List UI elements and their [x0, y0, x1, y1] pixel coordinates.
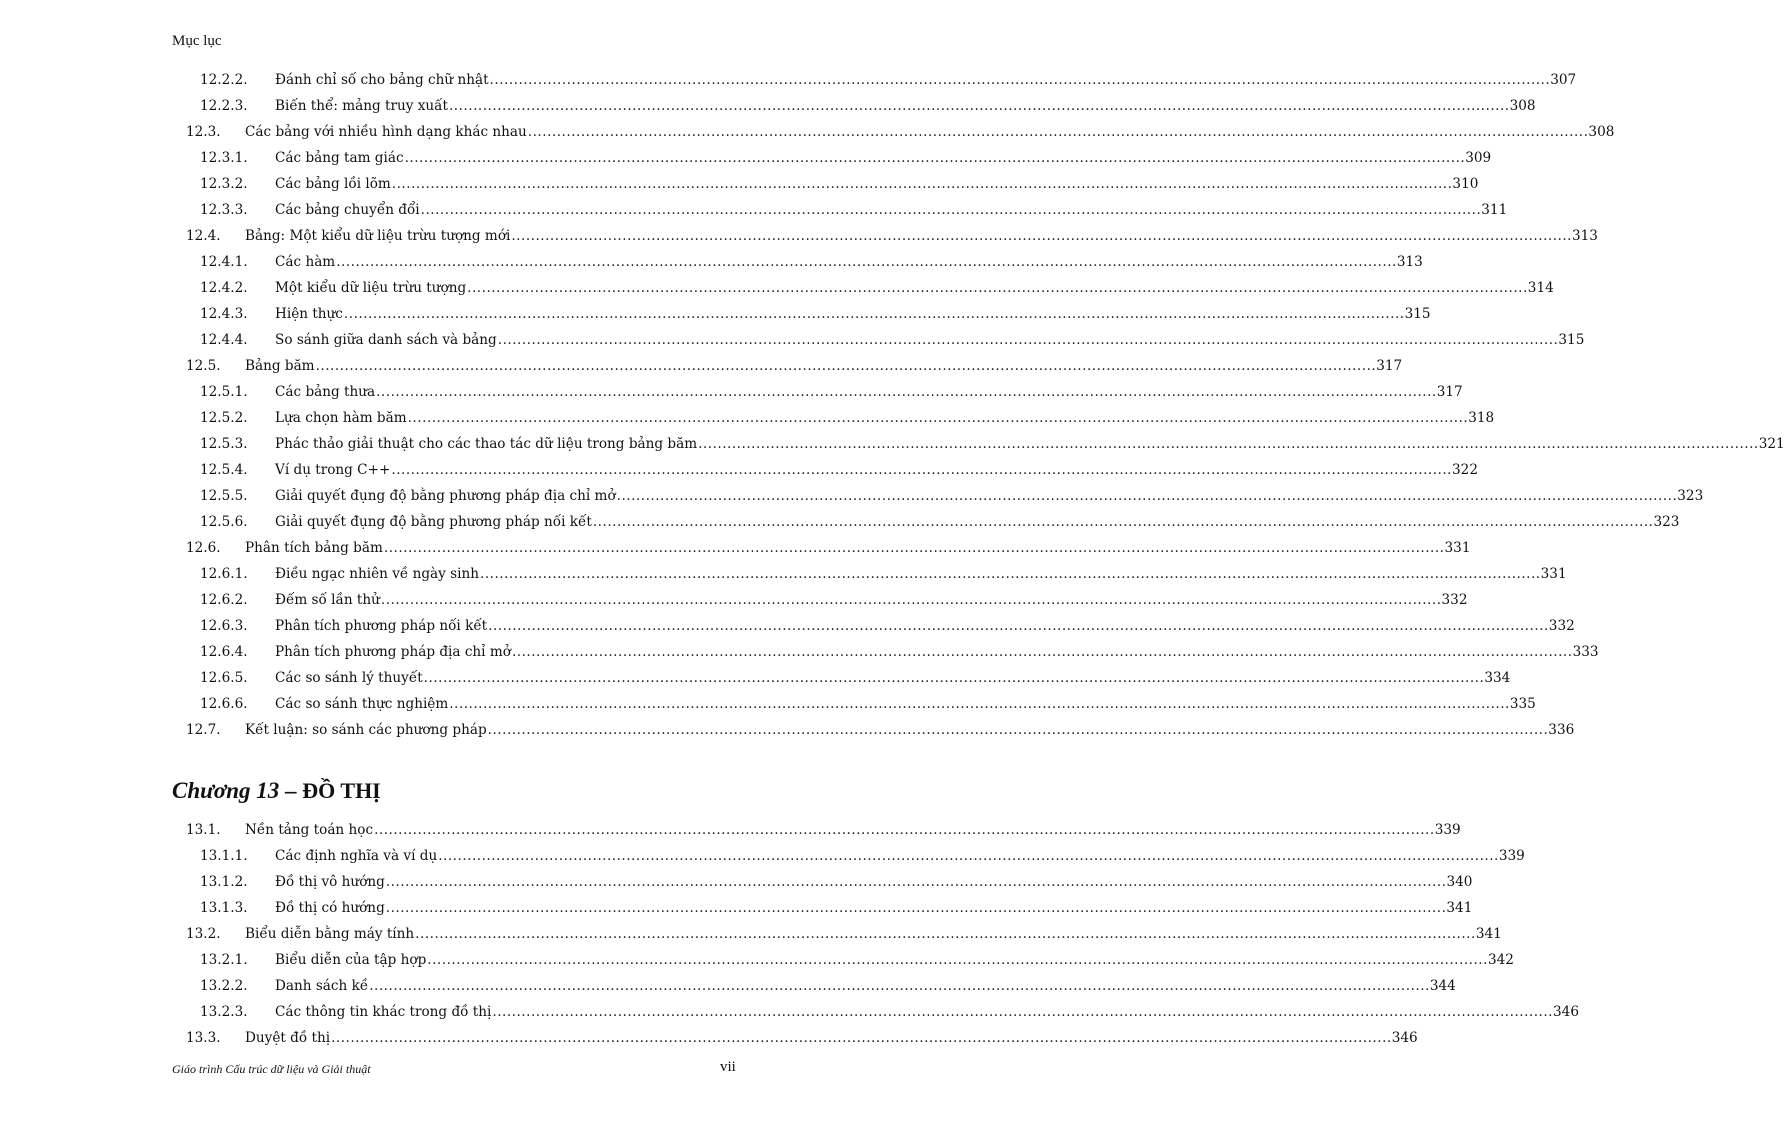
toc-entry-title: Danh sách kề: [275, 978, 369, 994]
chapter-title: ĐỒ THỊ: [302, 778, 381, 803]
toc-entry-number: 12.3.: [186, 124, 221, 140]
toc-entry-number: 13.2.2.: [200, 978, 248, 994]
toc-entry: [0, 509, 1680, 535]
toc-entry: [0, 171, 1479, 197]
toc-entry-title: Duyệt đồ thị: [245, 1030, 331, 1046]
toc-entry: [0, 431, 1785, 457]
toc-entry-page: 331: [1444, 540, 1471, 556]
toc-entry-title: So sánh giữa danh sách và bảng: [275, 332, 497, 348]
footer-page-number: vii: [720, 1059, 736, 1075]
toc-entry-line: [275, 843, 1525, 869]
toc-entry-line: [275, 561, 1567, 587]
toc-entry-line: [275, 379, 1463, 405]
toc-entry-line: [275, 947, 1514, 973]
toc-entry: [0, 869, 1473, 895]
toc-leader-dots: ............................................................................................................................................................................................................................: [592, 514, 1654, 530]
toc-leader-dots: ............................................................................................................................................................................................................................: [449, 696, 1510, 712]
toc-entry-number: 12.6.5.: [200, 670, 248, 686]
toc-entry-line: [275, 665, 1511, 691]
toc-entry: [0, 1025, 1418, 1051]
toc-entry: [0, 145, 1492, 171]
toc-entry: [0, 639, 1599, 665]
toc-entry: [0, 561, 1567, 587]
toc-leader-dots: ............................................................................................................................................................................................................................: [385, 900, 1447, 916]
toc-leader-dots: ............................................................................................................................................................................................................................: [420, 202, 1482, 218]
toc-entry-line: [275, 249, 1423, 275]
toc-entry-page: 317: [1436, 384, 1463, 400]
toc-entry-line: [245, 817, 1461, 843]
toc-entry-title: Phác thảo giải thuật cho các thao tác dữ liệu trong bảng băm: [275, 436, 698, 452]
chapter-heading: [172, 778, 381, 804]
toc-leader-dots: ............................................................................................................................................................................................................................: [383, 540, 1445, 556]
toc-leader-dots: ............................................................................................................................................................................................................................: [391, 176, 1453, 192]
toc-entry-number: 13.3.: [186, 1030, 221, 1046]
toc-entry-line: [245, 119, 1615, 145]
toc-entry-title: Điều ngạc nhiên về ngày sinh: [275, 566, 479, 582]
toc-entry-page: 340: [1446, 874, 1473, 890]
toc-entry-page: 339: [1434, 822, 1461, 838]
toc-entry-page: 334: [1484, 670, 1511, 686]
toc-entry-title: Biến thể: mảng truy xuất: [275, 98, 448, 114]
toc-entry-title: Các so sánh lý thuyết: [275, 670, 423, 686]
toc-entry-page: 318: [1468, 410, 1495, 426]
toc-entry-number: 12.4.2.: [200, 280, 248, 296]
toc-entry: [0, 327, 1585, 353]
toc-entry-title: Đánh chỉ số cho bảng chữ nhật: [275, 72, 489, 88]
toc-leader-dots: ............................................................................................................................................................................................................................: [698, 436, 1759, 452]
toc-entry: [0, 999, 1579, 1025]
toc-entry-number: 12.4.3.: [200, 306, 248, 322]
toc-entry: [0, 405, 1495, 431]
toc-entry-line: [275, 431, 1785, 457]
toc-entry-title: Lựa chọn hàm băm: [275, 410, 407, 426]
toc-entry-number: 12.6.: [186, 540, 221, 556]
toc-entry-number: 13.1.: [186, 822, 221, 838]
toc-entry-title: Biểu diễn của tập hợp: [275, 952, 427, 968]
toc-entry-line: [275, 457, 1478, 483]
toc-entry-number: 12.4.1.: [200, 254, 248, 270]
toc-entry-line: [275, 405, 1495, 431]
toc-leader-dots: ............................................................................................................................................................................................................................: [489, 72, 1551, 88]
toc-entry: [0, 457, 1478, 483]
toc-leader-dots: ............................................................................................................................................................................................................................: [427, 952, 1488, 968]
toc-entry-line: [275, 691, 1536, 717]
toc-entry-title: Biểu diễn bằng máy tính: [245, 926, 415, 942]
toc-entry-number: 12.3.1.: [200, 150, 248, 166]
toc-entry-line: [275, 973, 1456, 999]
toc-entry-line: [245, 717, 1575, 743]
toc-entry-title: Giải quyết đụng độ bằng phương pháp nối kết: [275, 514, 592, 530]
toc-entry-number: 13.1.2.: [200, 874, 248, 890]
toc-entry: [0, 921, 1502, 947]
toc-entry-number: 12.5.5.: [200, 488, 248, 504]
toc-entry-line: [275, 145, 1492, 171]
toc-entry: [0, 483, 1704, 509]
toc-list-chapter-13: [0, 817, 1579, 1051]
toc-entry-number: 12.5.2.: [200, 410, 248, 426]
toc-entry-number: 12.2.3.: [200, 98, 248, 114]
toc-leader-dots: ............................................................................................................................................................................................................................: [527, 124, 1589, 140]
toc-entry-page: 341: [1446, 900, 1473, 916]
toc-entry-page: 308: [1588, 124, 1615, 140]
toc-entry-number: 12.4.: [186, 228, 221, 244]
toc-entry-page: 346: [1553, 1004, 1579, 1020]
toc-entry: [0, 691, 1536, 717]
toc-entry-number: 13.2.: [186, 926, 221, 942]
toc-entry: [0, 275, 1554, 301]
toc-entry-title: Đếm số lần thử: [275, 592, 380, 608]
toc-entry-title: Đồ thị có hướng: [275, 900, 385, 916]
toc-entry: [0, 119, 1615, 145]
toc-entry-number: 12.5.1.: [200, 384, 248, 400]
toc-entry-page: 323: [1677, 488, 1704, 504]
toc-entry-number: 12.3.3.: [200, 202, 248, 218]
toc-leader-dots: ............................................................................................................................................................................................................................: [391, 462, 1453, 478]
toc-entry-page: 332: [1441, 592, 1468, 608]
toc-entry: [0, 973, 1456, 999]
toc-entry-line: [275, 869, 1473, 895]
page-header: Mục lục: [172, 33, 222, 49]
toc-entry-number: 13.1.3.: [200, 900, 248, 916]
toc-entry-page: 321: [1758, 436, 1785, 452]
toc-entry-page: 314: [1527, 280, 1554, 296]
toc-entry-number: 12.6.3.: [200, 618, 248, 634]
toc-entry-number: 12.5.: [186, 358, 221, 374]
toc-entry-page: 313: [1572, 228, 1598, 244]
toc-entry-page: 308: [1509, 98, 1536, 114]
toc-entry-number: 13.2.1.: [200, 952, 248, 968]
toc-entry: [0, 301, 1431, 327]
toc-entry-title: Các bảng chuyển đổi: [275, 202, 420, 218]
toc-entry-page: 315: [1404, 306, 1431, 322]
toc-leader-dots: ............................................................................................................................................................................................................................: [497, 332, 1559, 348]
toc-entry: [0, 895, 1473, 921]
toc-entry-page: 336: [1548, 722, 1575, 738]
chapter-label: Chương 13: [172, 778, 280, 803]
toc-entry-page: 307: [1550, 72, 1577, 88]
toc-entry-line: [275, 483, 1704, 509]
toc-entry: [0, 223, 1598, 249]
toc-entry-page: 322: [1452, 462, 1478, 478]
toc-entry-page: 311: [1481, 202, 1508, 218]
toc-entry-line: [275, 67, 1577, 93]
toc-entry-line: [275, 587, 1468, 613]
toc-entry-number: 12.5.6.: [200, 514, 248, 530]
toc-leader-dots: ............................................................................................................................................................................................................................: [480, 566, 1541, 582]
toc-entry-page: 315: [1558, 332, 1585, 348]
toc-entry-line: [245, 535, 1471, 561]
toc-leader-dots: ............................................................................................................................................................................................................................: [374, 822, 1435, 838]
toc-entry-page: 333: [1572, 644, 1599, 660]
toc-entry: [0, 535, 1471, 561]
toc-entry-line: [275, 301, 1431, 327]
toc-entry-page: 310: [1452, 176, 1479, 192]
toc-entry-number: 12.5.4.: [200, 462, 248, 478]
toc-entry: [0, 843, 1525, 869]
toc-entry: [0, 353, 1403, 379]
toc-entry-line: [245, 1025, 1418, 1051]
toc-entry: [0, 613, 1575, 639]
toc-entry-page: 332: [1548, 618, 1575, 634]
toc-leader-dots: ............................................................................................................................................................................................................................: [511, 644, 1573, 660]
toc-entry: [0, 379, 1463, 405]
toc-leader-dots: ............................................................................................................................................................................................................................: [487, 722, 1549, 738]
toc-entry-page: 309: [1465, 150, 1492, 166]
toc-entry-title: Các bảng thưa: [275, 384, 376, 400]
toc-entry-title: Kết luận: so sánh các phương pháp: [245, 722, 487, 738]
toc-entry-number: 13.2.3.: [200, 1004, 248, 1020]
toc-entry-number: 12.4.4.: [200, 332, 248, 348]
toc-leader-dots: ............................................................................................................................................................................................................................: [511, 228, 1572, 244]
toc-leader-dots: ............................................................................................................................................................................................................................: [369, 978, 1430, 994]
toc-entry-title: Các so sánh thực nghiệm: [275, 696, 449, 712]
toc-entry-line: [245, 223, 1598, 249]
toc-leader-dots: ............................................................................................................................................................................................................................: [380, 592, 1442, 608]
chapter-dash: –: [279, 778, 303, 803]
footer-book-title: Giáo trình Cấu trúc dữ liệu và Giải thuật: [172, 1062, 371, 1076]
toc-leader-dots: ............................................................................................................................................................................................................................: [448, 98, 1510, 114]
toc-entry: [0, 93, 1536, 119]
toc-entry-number: 12.6.6.: [200, 696, 248, 712]
toc-entry-line: [275, 999, 1579, 1025]
toc-entry-title: Các định nghĩa và ví dụ: [275, 848, 438, 864]
toc-entry-number: 12.6.4.: [200, 644, 248, 660]
toc-entry-line: [275, 197, 1508, 223]
toc-entry-line: [275, 639, 1599, 665]
toc-entry-line: [275, 93, 1536, 119]
toc-entry-line: [275, 275, 1554, 301]
toc-list-chapter-12: [0, 67, 1785, 743]
toc-entry-number: 12.6.2.: [200, 592, 248, 608]
toc-entry-line: [275, 613, 1575, 639]
toc-leader-dots: ............................................................................................................................................................................................................................: [616, 488, 1678, 504]
toc-entry-number: 12.2.2.: [200, 72, 248, 88]
toc-leader-dots: ............................................................................................................................................................................................................................: [315, 358, 1377, 374]
toc-entry-title: Bảng: Một kiểu dữ liệu trừu tượng mới: [245, 228, 511, 244]
toc-entry-page: 341: [1475, 926, 1502, 942]
toc-entry: [0, 67, 1577, 93]
toc-entry-number: 13.1.1.: [200, 848, 248, 864]
toc-entry-number: 12.3.2.: [200, 176, 248, 192]
toc-entry-page: 342: [1487, 952, 1514, 968]
toc-entry-title: Phân tích phương pháp nối kết: [275, 618, 488, 634]
toc-entry-title: Ví dụ trong C++: [275, 462, 391, 478]
toc-entry: [0, 717, 1575, 743]
toc-entry-title: Các hàm: [275, 254, 336, 270]
toc-leader-dots: ............................................................................................................................................................................................................................: [423, 670, 1485, 686]
toc-entry-title: Nền tảng toán học: [245, 822, 374, 838]
toc-entry: [0, 587, 1468, 613]
toc-entry: [0, 817, 1461, 843]
toc-entry-title: Phân tích phương pháp địa chỉ mở: [275, 644, 511, 660]
toc-entry-number: 12.7.: [186, 722, 221, 738]
toc-leader-dots: ............................................................................................................................................................................................................................: [385, 874, 1447, 890]
toc-entry-page: 335: [1509, 696, 1536, 712]
toc-entry-title: Giải quyết đụng độ bằng phương pháp địa chỉ mở: [275, 488, 616, 504]
toc-leader-dots: ............................................................................................................................................................................................................................: [343, 306, 1405, 322]
toc-leader-dots: ............................................................................................................................................................................................................................: [331, 1030, 1392, 1046]
toc-entry-page: 323: [1653, 514, 1680, 530]
toc-entry-number: 12.5.3.: [200, 436, 248, 452]
toc-leader-dots: ............................................................................................................................................................................................................................: [492, 1004, 1554, 1020]
toc-entry-title: Bảng băm: [245, 358, 315, 374]
toc-leader-dots: ............................................................................................................................................................................................................................: [488, 618, 1549, 634]
toc-leader-dots: ............................................................................................................................................................................................................................: [336, 254, 1397, 270]
toc-entry-line: [275, 509, 1680, 535]
toc-entry-title: Đồ thị vô hướng: [275, 874, 385, 890]
toc-entry-title: Phân tích bảng băm: [245, 540, 383, 556]
toc-entry-title: Một kiểu dữ liệu trừu tượng: [275, 280, 467, 296]
toc-entry-line: [245, 921, 1502, 947]
toc-entry-page: 313: [1396, 254, 1423, 270]
toc-entry: [0, 665, 1511, 691]
toc-leader-dots: ............................................................................................................................................................................................................................: [407, 410, 1469, 426]
toc-entry-title: Các bảng tam giác: [275, 150, 404, 166]
toc-entry-line: [245, 353, 1403, 379]
toc-entry-page: 317: [1376, 358, 1403, 374]
toc-entry-page: 346: [1391, 1030, 1418, 1046]
toc-entry: [0, 947, 1514, 973]
toc-leader-dots: ............................................................................................................................................................................................................................: [467, 280, 1528, 296]
toc-leader-dots: ............................................................................................................................................................................................................................: [415, 926, 1476, 942]
toc-entry-line: [275, 327, 1585, 353]
toc-entry-number: 12.6.1.: [200, 566, 248, 582]
toc-entry: [0, 249, 1423, 275]
toc-leader-dots: ............................................................................................................................................................................................................................: [438, 848, 1499, 864]
toc-entry-title: Các bảng lồi lõm: [275, 176, 391, 192]
toc-entry-page: 331: [1540, 566, 1567, 582]
toc-leader-dots: ............................................................................................................................................................................................................................: [376, 384, 1437, 400]
toc-entry-page: 339: [1498, 848, 1525, 864]
toc-entry-line: [275, 895, 1473, 921]
toc-entry: [0, 197, 1508, 223]
toc-leader-dots: ............................................................................................................................................................................................................................: [404, 150, 1466, 166]
toc-entry-title: Các bảng với nhiều hình dạng khác nhau: [245, 124, 527, 140]
toc-entry-title: Hiện thực: [275, 306, 343, 322]
toc-entry-page: 344: [1429, 978, 1456, 994]
toc-entry-line: [275, 171, 1479, 197]
toc-entry-title: Các thông tin khác trong đồ thị: [275, 1004, 492, 1020]
